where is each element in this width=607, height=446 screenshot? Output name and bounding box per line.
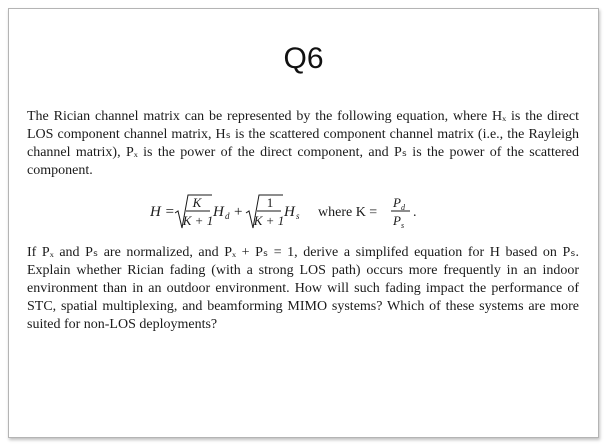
eq-term1-sub: d <box>225 211 230 221</box>
eq-plus: + <box>234 204 243 220</box>
frac2-denominator: K + 1 <box>253 213 285 228</box>
eq-term1: H <box>213 204 224 220</box>
eq-term2-sub: s <box>296 211 300 221</box>
slide-title: Q6 <box>283 42 324 75</box>
eq-period: . <box>413 205 417 220</box>
k-denominator: P <box>393 213 401 228</box>
rician-equation <box>150 192 470 232</box>
frac1-denominator: K + 1 <box>182 213 214 228</box>
frac2-numerator: 1 <box>266 195 274 210</box>
frac1-numerator: K <box>192 195 202 210</box>
eq-term2: H <box>284 204 295 220</box>
paragraph-intro: The Rician channel matrix can be represented by the following equation, where Hₓ is the direct LOS component channel matrix, Hₛ is the scattered component channel matrix (i.e., the Rayleigh channel matrix), Pₓ is the power of the direct component, and Pₛ is the power of the scattered component. <box>27 109 579 178</box>
eq-lhs: H = <box>150 204 175 220</box>
paragraph-question: If Pₓ and Pₛ are normalized, and Pₓ + Pₛ = 1, derive a simplifed equation for H based on Pₛ. Explain whether Rician fading (with a strong LOS path) occurs more frequently in an indoor environment than in an outdoor environment. How will such fading impact the performance of STC, spatial multiplexing, and beamforming MIMO systems? Which of these systems are more suited for non-LOS deployments? <box>27 245 579 332</box>
k-denominator-sub: s <box>401 221 405 230</box>
k-numerator-sub: d <box>401 203 405 212</box>
k-numerator: P <box>393 195 401 210</box>
eq-where: where K = <box>318 205 378 220</box>
